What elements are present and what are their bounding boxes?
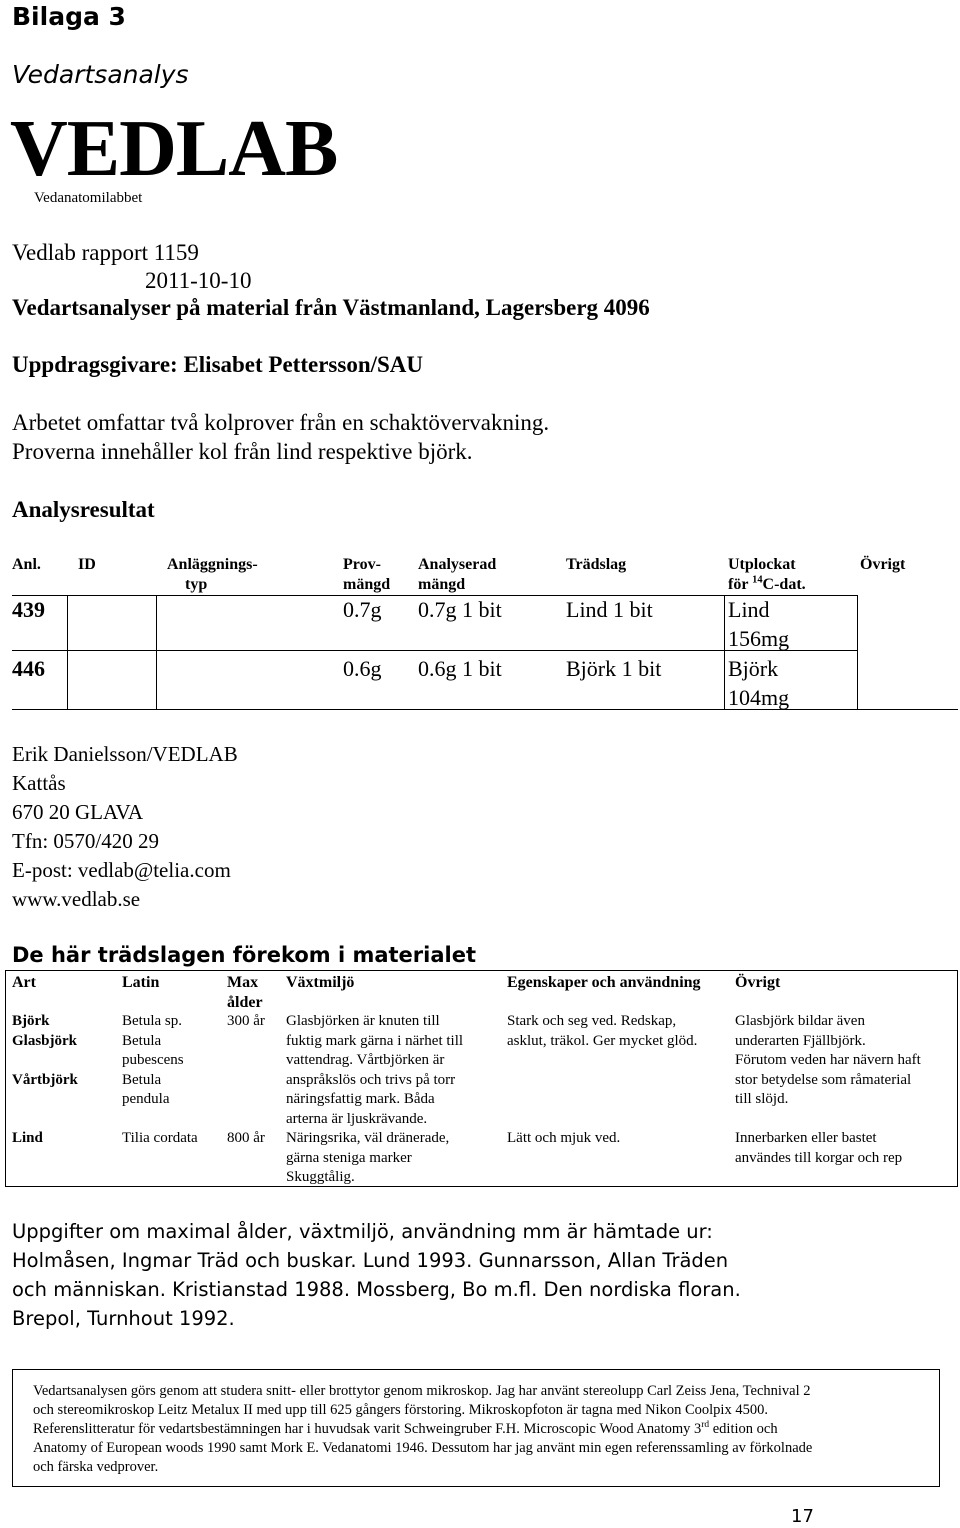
species-age: 800 år xyxy=(227,1130,265,1146)
header-egenskaper: Egenskaper och användning xyxy=(507,974,701,991)
methods-note-box xyxy=(12,1369,940,1487)
header-provmangd: Prov- mängd xyxy=(343,556,391,593)
source-line: Brepol, Turnhout 1992. xyxy=(12,1307,235,1330)
header-anl: Anl. xyxy=(12,556,41,573)
description-line: Arbetet omfattar två kolprover från en schaktövervakning. xyxy=(12,410,550,435)
species-miljo: Glasbjörken är knuten till fuktig mark gärna i närhet till vattendrag. Vårtbjörken är anspråkslös och trivs på torr näringsfattig mark. Båda arterna är ljuskrävande. xyxy=(286,1013,464,1127)
header-anlaggningstyp: Anläggnings- typ xyxy=(167,556,258,593)
header-tradslag: Trädslag xyxy=(566,556,627,573)
contact-place: Kattås xyxy=(12,771,66,795)
header-max-alder: Max ålder xyxy=(227,974,263,1011)
methods-line: Anatomy of European woods 1990 samt Mork E. Vedanatomi 1946. Dessutom har jag använt min egen referenssamling av förkolnade xyxy=(33,1440,813,1456)
row-tradslag: Björk 1 bit xyxy=(566,656,662,681)
report-title: Vedartsanalyser på material från Västmanland, Lagersberg 4096 xyxy=(12,295,650,320)
contact-web: www.vedlab.se xyxy=(12,887,141,911)
methods-line: Vedartsanalysen görs genom att studera snitt- eller brottytor genom mikroskop. Jag har använt stereolupp Carl Zeiss Jena, Technival 2 xyxy=(33,1383,811,1399)
row-anl: 439 xyxy=(12,597,45,622)
header-latin: Latin xyxy=(122,974,160,991)
species-art: Lind xyxy=(12,1130,43,1146)
header-vaxtmiljo: Växtmiljö xyxy=(286,974,355,991)
header-utplockat: Utplockat för $^{14}$C-dat. xyxy=(728,556,806,593)
document-subtitle: Vedartsanalys xyxy=(12,60,189,89)
report-number: Vedlab rapport 1159 xyxy=(12,240,199,265)
header-ovrigt: Övrigt xyxy=(735,974,781,991)
source-line: Holmåsen, Ingmar Träd och buskar. Lund 1993. Gunnarsson, Allan Träden xyxy=(12,1249,729,1272)
source-line: och människan. Kristianstad 1988. Mossberg, Bo m.fl. Den nordiska floran. xyxy=(12,1278,741,1301)
species-ovrigt: Glasbjörk bildar även underarten Fjällbjörk. Förutom veden har nävern haft stor betydelse som råmaterial till slöjd. xyxy=(735,1013,921,1107)
species-latin: Tilia cordata xyxy=(122,1130,198,1146)
species-heading: De här trädslagen förekom i materialet xyxy=(12,943,477,967)
results-heading: Analysresultat xyxy=(12,497,155,522)
species-egenskaper: Stark och seg ved. Redskap, asklut, träkol. Ger mycket glöd. xyxy=(507,1013,698,1049)
row-tradslag: Lind 1 bit xyxy=(566,597,653,622)
header-analyserad-mangd: Analyserad mängd xyxy=(418,556,497,593)
row-anl: 446 xyxy=(12,656,45,681)
species-latin: Betula sp. Betula pubescens Betula pendula xyxy=(122,1013,184,1107)
page-number: 17 xyxy=(791,1506,814,1527)
header-ovrigt: Övrigt xyxy=(860,556,906,573)
report-date: 2011-10-10 xyxy=(145,268,252,293)
header-id: ID xyxy=(78,556,96,573)
row-analyserad: 0.6g 1 bit xyxy=(418,656,502,681)
methods-line: och stereomikroskop Leitz Metalux II med upp till 625 gångers förstoring. Mikroskopfoton är tagna med Nikon Coolpix 4500. xyxy=(33,1402,768,1418)
logo-subtitle: Vedanatomilabbet xyxy=(34,190,143,206)
species-egenskaper: Lätt och mjuk ved. xyxy=(507,1130,621,1146)
contact-postal: 670 20 GLAVA xyxy=(12,800,144,824)
description-line: Proverna innehåller kol från lind respektive björk. xyxy=(12,439,473,464)
row-analyserad: 0.7g 1 bit xyxy=(418,597,502,622)
species-age: 300 år xyxy=(227,1013,265,1029)
vedlab-logo: VEDLAB xyxy=(10,105,338,193)
species-ovrigt: Innerbarken eller bastet användes till korgar och rep xyxy=(735,1130,903,1166)
row-provmangd: 0.7g xyxy=(343,597,382,622)
source-line: Uppgifter om maximal ålder, växtmiljö, användning mm är hämtade ur: xyxy=(12,1220,713,1243)
client-line: Uppdragsgivare: Elisabet Pettersson/SAU xyxy=(12,352,424,377)
row-utplockat: Björk 104mg xyxy=(728,656,790,710)
methods-line: Referenslitteratur för vedartsbestämningen har i huvudsak varit Schweingruber F.H. Microscopic Wood Anatomy 3rd edition och xyxy=(33,1420,778,1437)
species-art: Björk Glasbjörk Vårtbjörk xyxy=(12,1013,78,1088)
header-art: Art xyxy=(12,974,36,991)
appendix-label: Bilaga 3 xyxy=(12,2,126,31)
contact-email: E-post: vedlab@telia.com xyxy=(12,858,231,882)
contact-name: Erik Danielsson/VEDLAB xyxy=(12,742,238,766)
contact-phone: Tfn: 0570/420 29 xyxy=(12,829,159,853)
row-utplockat: Lind 156mg xyxy=(728,597,790,651)
row-provmangd: 0.6g xyxy=(343,656,382,681)
methods-line: och färska vedprover. xyxy=(33,1459,159,1475)
species-miljo: Näringsrika, väl dränerade, gärna steniga marker Skuggtålig. xyxy=(286,1130,450,1185)
